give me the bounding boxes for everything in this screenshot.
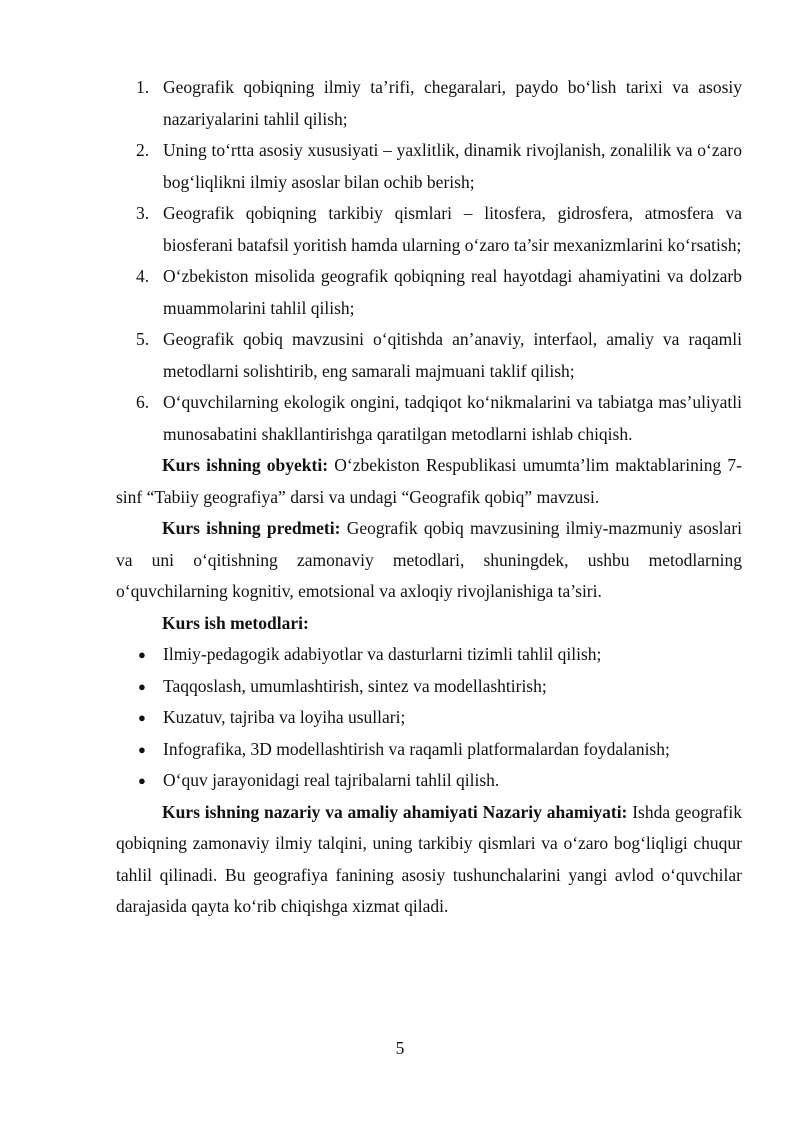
list-item-text: Geografik qobiq mavzusini o‘qitishda an’anaviy, interfaol, amaliy va raqamli metodlarni solishtirib, eng samarali majmuani taklif qilish; xyxy=(163,329,742,381)
list-item-text: Infografika, 3D modellashtirish va raqamli platformalardan foydalanish; xyxy=(163,738,670,759)
significance-label: Kurs ishning nazariy va amaliy ahamiyati Nazariy ahamiyati: xyxy=(162,801,628,822)
list-item-text: O‘quvchilarning ekologik ongini, tadqiqot ko‘nikmalarini va tabiatga mas’uliyatli munosabatini shakllantirishga qaratilgan metodlarni ishlab chiqish. xyxy=(163,392,742,444)
list-item xyxy=(116,387,742,450)
list-number: 3. xyxy=(136,203,150,223)
document-page xyxy=(116,72,742,923)
object-text: O‘zbekiston Respublikasi umumta’lim maktablarining 7-sinf “Tabiiy geografiya” darsi va undagi “Geografik qobiq” mavzusi. xyxy=(116,455,743,507)
methods-heading: Kurs ish metodlari: xyxy=(162,612,309,633)
list-number: 5. xyxy=(136,329,150,349)
list-item xyxy=(116,324,742,387)
object-paragraph xyxy=(116,450,742,513)
list-number: 6. xyxy=(136,392,150,412)
list-item-text: Taqqoslash, umumlashtirish, sintez va modellashtirish; xyxy=(163,675,547,696)
list-item-text: O‘zbekiston misolida geografik qobiqning real hayotdagi ahamiyatini va dolzarb muammolarini tahlil qilish; xyxy=(163,266,742,318)
bullet-icon: ● xyxy=(138,678,146,694)
significance-paragraph xyxy=(116,797,742,923)
list-item xyxy=(116,639,742,671)
list-item-text: Geografik qobiqning tarkibiy qismlari – litosfera, gidrosfera, atmosfera va biosferani batafsil yoritish hamda ularning o‘zaro ta’sir mexanizmlarini ko‘rsatish; xyxy=(163,203,742,255)
significance-text: Ishda geografik qobiqning zamonaviy ilmiy talqini, uning tarkibiy qismlari va o‘zaro bog‘liqligi chuqur tahlil qilinadi. Bu geografiya fanining asosiy tushunchalarini yangi avlod o‘quvchilar darajasida qayta ko‘rib chiqishga xizmat qiladi. xyxy=(116,801,742,916)
list-item xyxy=(116,734,742,766)
list-number: 4. xyxy=(136,266,150,286)
list-item-text: Ilmiy-pedagogik adabiyotlar va dasturlarni tizimli tahlil qilish; xyxy=(163,644,602,664)
bullet-icon: ● xyxy=(138,773,146,788)
list-item xyxy=(116,261,742,324)
list-item-text: O‘quv jarayonidagi real tajribalarni tahlil qilish. xyxy=(163,770,500,790)
bullet-icon: ● xyxy=(138,710,146,725)
list-number: 1. xyxy=(136,77,150,97)
page-number: 5 xyxy=(395,1038,405,1058)
list-item xyxy=(116,198,742,261)
list-item xyxy=(116,702,742,734)
list-item xyxy=(116,135,742,198)
bullet-icon: ● xyxy=(138,741,146,757)
object-label: Kurs ishning obyekti: xyxy=(162,455,329,475)
subject-label: Kurs ishning predmeti: xyxy=(162,518,341,538)
bullet-icon: ● xyxy=(138,647,146,662)
list-item xyxy=(116,765,742,797)
list-item-text: Uning to‘rtta asosiy xususiyati – yaxlitlik, dinamik rivojlanish, zonalilik va o‘zaro bog‘liqlikni ilmiy asoslar bilan ochib berish; xyxy=(163,140,742,192)
subject-text: Geografik qobiq mavzusining ilmiy-mazmuniy asoslari va uni o‘qitishning zamonaviy metodlari, shuningdek, ushbu metodlarning o‘quvchilarning kognitiv, emotsional va axloqiy rivojlanishiga ta’siri. xyxy=(116,518,743,601)
subject-paragraph xyxy=(116,513,742,608)
goals-list xyxy=(116,72,742,450)
list-item-text: Geografik qobiqning ilmiy ta’rifi, chegaralari, paydo bo‘lish tarixi va asosiy nazariyalarini tahlil qilish; xyxy=(163,77,742,129)
methods-list xyxy=(116,639,742,797)
list-item-text: Kuzatuv, tajriba va loyiha usullari; xyxy=(163,707,406,727)
list-item xyxy=(116,72,742,135)
list-item xyxy=(116,671,742,703)
list-number: 2. xyxy=(136,140,150,160)
